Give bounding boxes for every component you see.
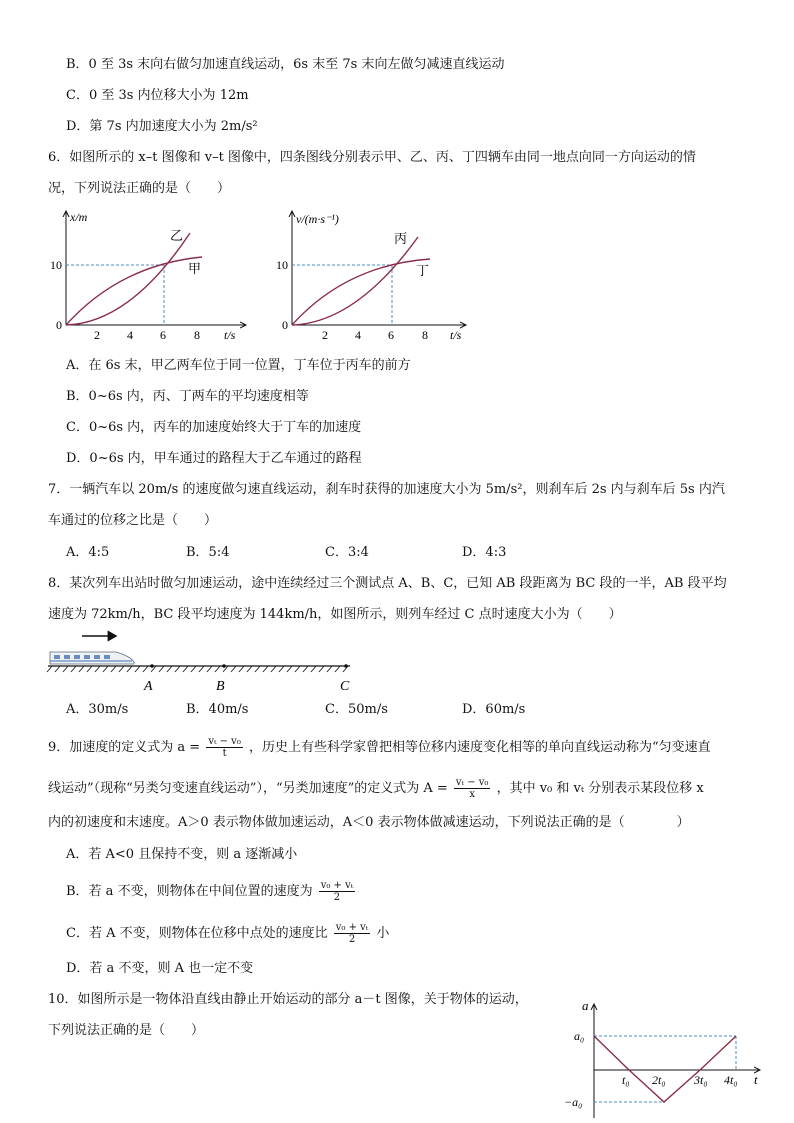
q6-vt-tick-6: 6	[388, 328, 394, 342]
q6-xt-ylabel: x/m	[70, 210, 88, 224]
q7-stem-line1: 7．一辆汽车以 20m/s 的速度做匀速直线运动，刹车时获得的加速度大小为 5m/s²，则刹车后 2s 内与刹车后 5s 内汽	[48, 482, 725, 497]
q10-tick-t0: t₀	[622, 1073, 630, 1087]
q10-xlabel: t	[754, 1072, 758, 1087]
q6-vt-origin: 0	[282, 318, 288, 332]
q9-alt-accel-fraction: $\frac{\text{vₜ − v₀}}{x}$	[455, 777, 489, 800]
q9-stem-line3: 内的初速度和末速度。A＞0 表示物体做加速运动，A＜0 表示物体做减速运动，下列说法正确的是（ ）	[48, 815, 690, 830]
point-c-dot	[344, 664, 348, 668]
q6-vt-ytick: 10	[276, 258, 288, 272]
q7-stem-line2: 车通过的位移之比是（ ）	[48, 513, 218, 528]
q9-accel-fraction: $\frac{\text{vₜ − v₀}}{t}$	[208, 736, 241, 759]
train-icon	[50, 652, 134, 664]
q9-stem-line1	[48, 736, 711, 759]
q8-stem-line1: 8．某次列车出站时做匀加速运动，途中连续经过三个测试点 A、B、C，已知 AB 段距离为 BC 段的一半，AB 段平均	[48, 576, 727, 591]
q7-option-d: D．4:3	[462, 545, 507, 560]
q10-at-line	[594, 1036, 736, 1102]
q7-option-c: C．3:4	[325, 545, 369, 560]
q6-xt-label-yi: 乙	[170, 228, 184, 243]
q10-ylabel: a	[582, 998, 589, 1013]
q6-curve-ding	[292, 259, 430, 325]
q8-option-b: B．40m/s	[186, 702, 249, 717]
q10-tick-2t0: 2t₀	[652, 1073, 666, 1087]
q6-vt-graph	[276, 205, 476, 345]
q6-option-c: C．0~6s 内，丙车的加速度始终大于丁车的加速度	[66, 420, 362, 435]
q6-xt-tick-4: 4	[127, 328, 133, 342]
q6-vt-tick-2: 2	[322, 328, 328, 342]
q9-stem-line2	[48, 777, 704, 800]
point-b-dot	[222, 664, 226, 668]
q8-track-diagram	[44, 628, 364, 694]
q9-stem1-start: 9．加速度的定义式为 a =	[48, 740, 201, 755]
q9-optc-fraction: $\frac{\text{v₀ + vₜ}}{2}$	[335, 922, 369, 945]
q10-tick-3t0: 3t₀	[694, 1073, 708, 1087]
q6-vt-label-ding: 丁	[416, 263, 430, 278]
q6-vt-tick-8: 8	[422, 328, 428, 342]
q5-option-d: D．第 7s 内加速度大小为 2m/s²	[66, 119, 258, 134]
q6-option-a: A．在 6s 末，甲乙两车位于同一位置，丁车位于丙车的前方	[66, 358, 411, 373]
q9-optb-fraction: $\frac{\text{v₀ + vₜ}}{2}$	[320, 880, 354, 903]
q8-option-a: A．30m/s	[66, 702, 129, 717]
point-a-dot	[150, 664, 154, 668]
q8-option-c: C．50m/s	[325, 702, 388, 717]
q8-stem-line2: 速度为 72km/h，BC 段平均速度为 144km/h，如图所示，则列车经过 C 点时速度大小为（ ）	[48, 607, 622, 622]
q10-neg-a0-label: −a₀	[564, 1095, 583, 1109]
q9-stem1-end: ，历史上有些科学家曾把相等位移内速度变化相等的单向直线运动称为“匀变速直	[248, 740, 711, 755]
point-a-label: A	[144, 679, 153, 694]
point-c-label: C	[340, 679, 350, 694]
q5-option-b: B．0 至 3s 末向右做匀加速直线运动，6s 末至 7s 末向左做匀减速直线运动	[66, 57, 505, 72]
q9-stem2-start: 线运动”（现称“另类匀变速直线运动”），“另类加速度”的定义式为 A =	[48, 781, 448, 796]
q6-xt-label-jia: 甲	[188, 261, 202, 276]
q10-stem-line2: 下列说法正确的是（ ）	[48, 1023, 205, 1038]
q6-xt-graph	[50, 205, 250, 345]
q6-vt-ylabel: v/(m·s⁻¹)	[296, 212, 339, 226]
q6-xt-origin: 0	[56, 318, 62, 332]
q6-vt-label-bing: 丙	[394, 231, 408, 246]
q6-stem-line1: 6．如图所示的 x–t 图像和 v–t 图像中，四条图线分别表示甲、乙、丙、丁四辆车由同一地点向同一方向运动的情	[48, 150, 696, 165]
q10-a0-label: a₀	[574, 1029, 585, 1043]
q6-curve-bing	[292, 237, 418, 325]
q9-option-b: B．若 a 不变，则物体在中间位置的速度为 $\frac{\text{v₀ + vₜ}}{2}$	[66, 880, 354, 903]
q5-option-c: C．0 至 3s 内位移大小为 12m	[66, 88, 249, 103]
q7-option-a: A．4:5	[66, 545, 110, 560]
q6-xt-tick-6: 6	[160, 328, 166, 342]
q6-xt-tick-8: 8	[194, 328, 200, 342]
q8-option-d: D．60m/s	[462, 702, 526, 717]
q6-vt-xlabel: t/s	[450, 328, 462, 342]
q6-xt-xlabel: t/s	[224, 328, 236, 342]
q6-xt-tick-2: 2	[94, 328, 100, 342]
q6-curve-yi	[66, 233, 190, 325]
q10-at-graph	[560, 996, 770, 1120]
q9-option-c: C．若 A 不变，则物体在位移中点处的速度比 $\frac{\text{v₀ + vₜ}}{2}$ 小	[66, 922, 390, 945]
q6-xt-ytick: 10	[50, 258, 62, 272]
q9-option-a: A．若 A<0 且保持不变，则 a 逐渐减小	[66, 847, 298, 862]
q7-option-b: B．5:4	[186, 545, 230, 560]
track-hatching	[47, 666, 348, 672]
q6-stem-line2: 况，下列说法正确的是（ ）	[48, 181, 231, 196]
q6-curve-jia	[66, 257, 202, 325]
point-b-label: B	[216, 679, 225, 694]
q10-stem-line1: 10．如图所示是一物体沿直线由静止开始运动的部分 a－t 图像，关于物体的运动，	[48, 992, 528, 1007]
q9-stem2-end: ，其中 v₀ 和 vₜ 分别表示某段位移 x	[496, 781, 704, 796]
q6-option-b: B．0~6s 内，丙、丁两车的平均速度相等	[66, 389, 309, 404]
q6-option-d: D．0~6s 内，甲车通过的路程大于乙车通过的路程	[66, 451, 362, 466]
q6-vt-tick-4: 4	[355, 328, 361, 342]
q10-tick-4t0: 4t₀	[724, 1073, 738, 1087]
q9-option-d: D．若 a 不变，则 A 也一定不变	[66, 961, 254, 976]
